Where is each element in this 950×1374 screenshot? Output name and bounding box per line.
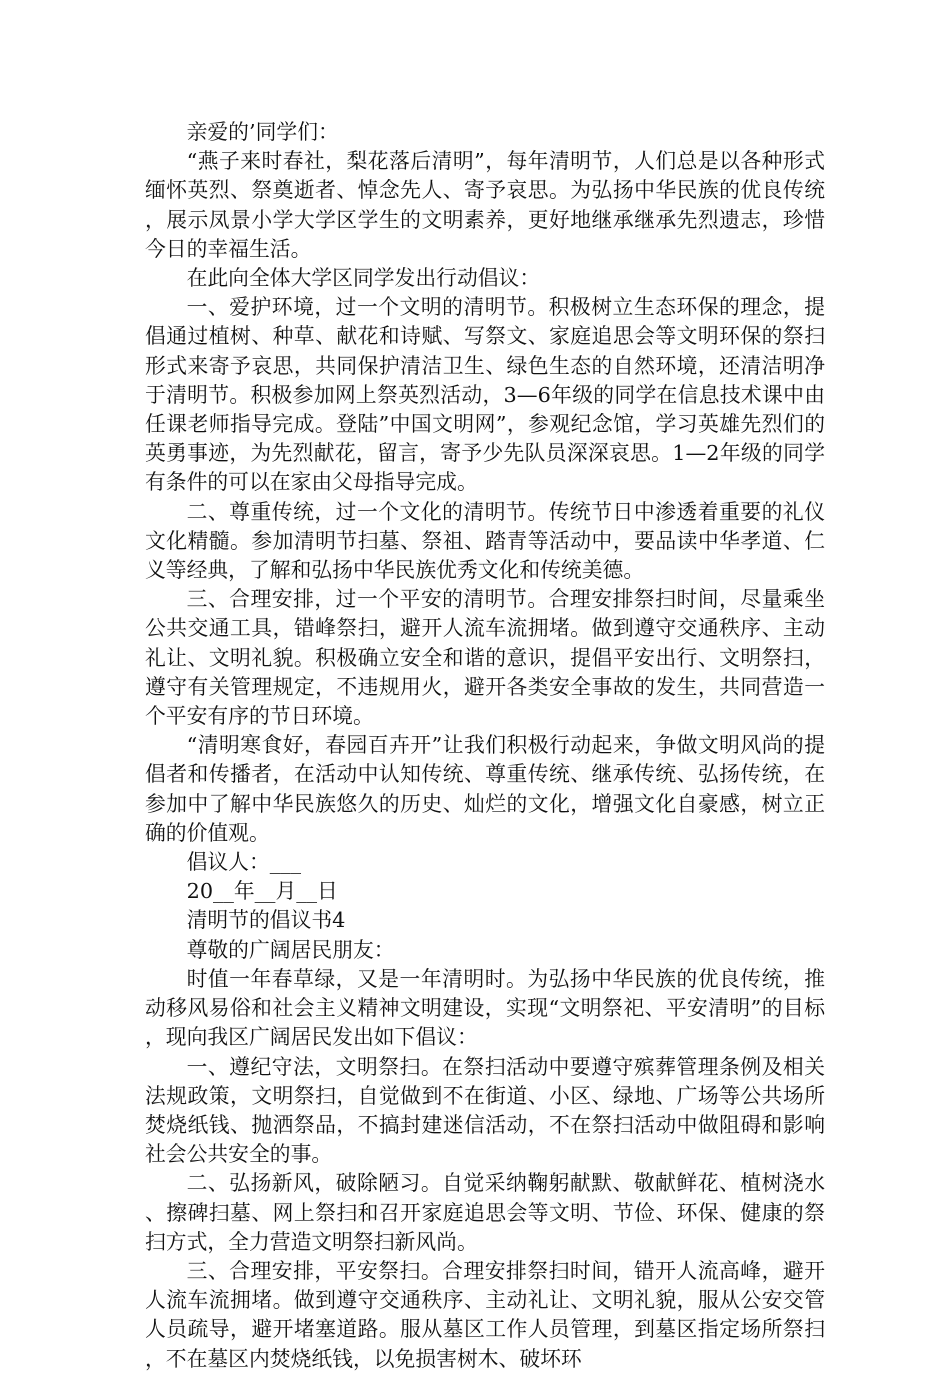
proposal-item-2-2: 二、弘扬新风，破除陋习。自觉采纳鞠躬献默、敬献鲜花、植树浇水、擦碑扫墓、网上祭扫和召开家庭追思会等文明、节俭、环保、健康的祭扫方式，全力营造文明祭扫新风尚。 xyxy=(145,1171,825,1254)
proposal-item-2: 二、尊重传统，过一个文化的清明节。传统节日中渗透着重要的礼仪文化精髓。参加清明节扫墓、祭祖、踏青等活动中，要品读中华孝道、仁义等经典，了解和弘扬中华民族优秀文化和传统美德。 xyxy=(145,499,825,583)
proposal-item-2-1: 一、遵纪守法，文明祭扫。在祭扫活动中要遵守殡葬管理条例及相关法规政策，文明祭扫，自觉做到不在街道、小区、绿地、广场等公共场所焚烧纸钱、抛洒祭品，不搞封建迷信活动，不在祭扫活动中做阻碍和影响社会公共安全的事。 xyxy=(145,1054,825,1167)
signature-line: 倡议人：___ xyxy=(186,850,301,875)
intro-paragraph-2: 时值一年春草绿，又是一年清明时。为弘扬中华民族的优良传统，推动移风易俗和社会主义精神文明建设，实现“文明祭祀、平安清明”的目标，现向我区广阔居民发出如下倡议： xyxy=(145,966,825,1050)
document-page xyxy=(145,118,825,1374)
proposal-item-1: 一、爱护环境，过一个文明的清明节。积极树立生态环保的理念，提倡通过植树、种草、献花和诗赋、写祭文、家庭追思会等文明环保的祭扫形式来寄予哀思，共同保护清洁卫生、绿色生态的自然环境，还清洁明净于清明节。积极参加网上祭英烈活动，3—6年级的同学在信息技术课中由任课老师指导完成。登陆”中国文明网”，参观纪念馆，学习英雄先烈们的英勇事迹，为先烈献花，留言，寄予少先队员深深哀思。1—2年级的同学有条件的可以在家由父母指导完成。 xyxy=(145,295,825,495)
section-title: 清明节的倡议书4 xyxy=(186,908,346,933)
greeting-2: 尊敬的广阔居民朋友： xyxy=(186,937,395,962)
proposal-item-2-3: 三、合理安排，平安祭扫。合理安排祭扫时间，错开人流高峰，避开人流车流拥堵。做到遵守交通秩序、主动礼让、文明礼貌，服从公安交管人员疏导，避开堵塞道路。服从墓区工作人员管理，到墓区指定场所祭扫，不在墓区内焚烧纸钱，以免损害树木、破坏环 xyxy=(145,1258,825,1371)
greeting: 亲爱的’同学们： xyxy=(186,120,339,144)
proposal-item-3: 三、合理安排，过一个平安的清明节。合理安排祭扫时间，尽量乘坐公共交通工具，错峰祭扫，避开人流车流拥堵。做到遵守交通秩序、主动礼让、文明礼貌。积极确立安全和谐的意识，提倡平安出行、文明祭扫，遵守有关管理规定，不违规用火，避开各类安全事故的发生，共同营造一个平安有序的节日环境。 xyxy=(145,587,825,729)
date-line: 20__年__月__日 xyxy=(186,879,338,904)
closing-paragraph: “清明寒食好，春园百卉开”让我们积极行动起来，争做文明风尚的提倡者和传播者，在活动中认知传统、尊重传统、继承传统、弘扬传统，在参加中了解中华民族悠久的历史、灿烂的文化，增强文化自豪感，树立正确的价值观。 xyxy=(145,733,825,845)
intro-paragraph: “燕子来时春社，梨花落后清明”，每年清明节，人们总是以各种形式缅怀英烈、祭奠逝者、悼念先人、寄予哀思。为弘扬中华民族的优良传统，展示凤景小学大学区学生的文明素养，更好地继承继承先烈遗志，珍惜今日的幸福生活。 xyxy=(145,149,825,261)
proposal-intro: 在此向全体大学区同学发出行动倡议： xyxy=(186,266,541,291)
